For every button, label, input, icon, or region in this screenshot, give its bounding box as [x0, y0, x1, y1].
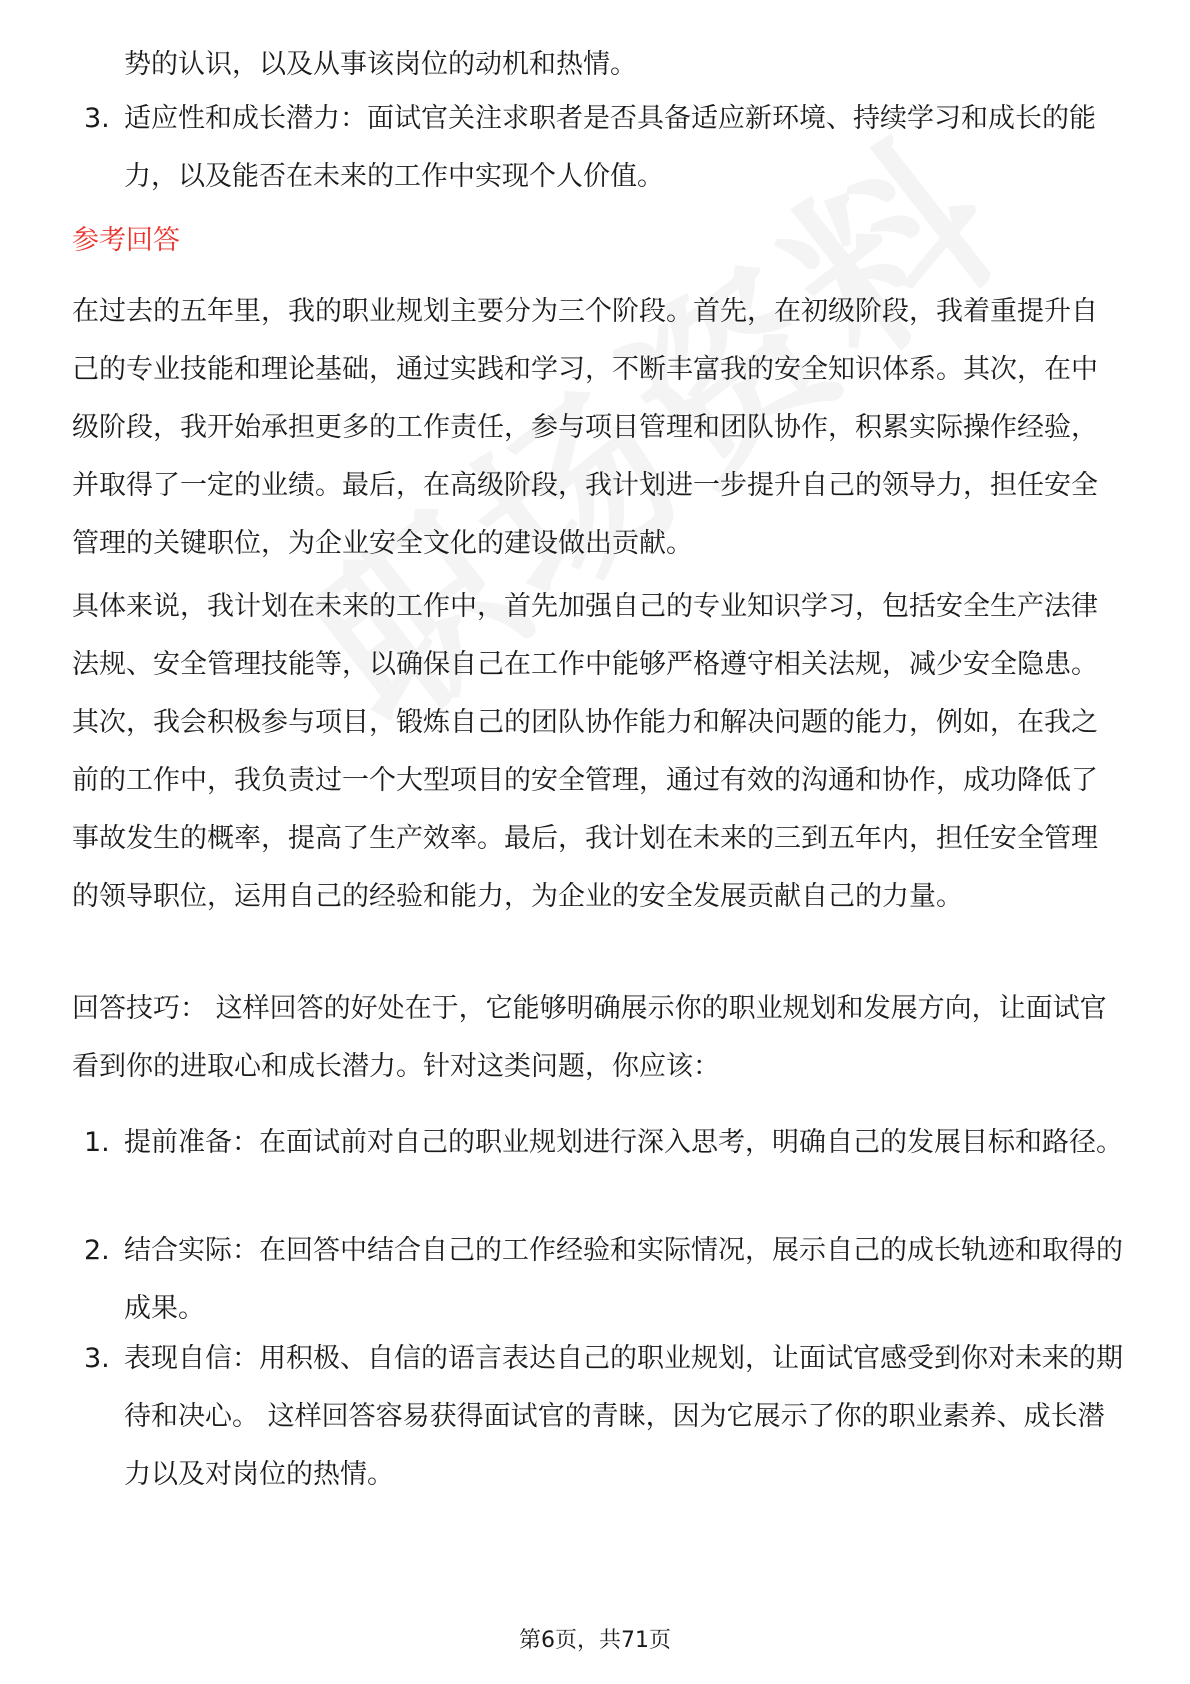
page-footer: 第6页，共71页 — [519, 1628, 671, 1653]
answer-paragraph-1: 在过去的五年里，我的职业规划主要分为三个阶段。首先，在初级阶段，我着重提升自己的专业技能和理论基础，通过实践和学习，不断丰富我的安全知识体系。其次，在中级阶段，我开始承担更多的工作责任，参与项目管理和团队协作，积累实际操作经验，并取得了一定的业绩。最后，在高级阶段，我计划进一步提升自己的领导力，担任安全管理的关键职位，为企业安全文化的建设做出贡献。 — [72, 296, 1098, 559]
list-text: 适应性和成长潜力：面试官关注求职者是否具备适应新环境、持续学习和成长的能力，以及能否在未来的工作中实现个人价值。 — [124, 103, 1096, 192]
list-number: 1. — [84, 1127, 110, 1158]
tips-intro-paragraph: 回答技巧： 这样回答的好处在于，它能够明确展示你的职业规划和发展方向，让面试官看到你的进取心和成长潜力。针对这类问题，你应该： — [72, 993, 1107, 1082]
list-number: 3. — [84, 103, 110, 134]
list-text: 结合实际：在回答中结合自己的工作经验和实际情况，展示自己的成长轨迹和取得的成果。 — [124, 1235, 1123, 1324]
list-text: 提前准备：在面试前对自己的职业规划进行深入思考，明确自己的发展目标和路径。 — [124, 1127, 1123, 1158]
continuation-line: 势的认识，以及从事该岗位的动机和热情。 — [124, 49, 637, 80]
list-number: 3. — [84, 1343, 110, 1374]
list-text: 表现自信：用积极、自信的语言表达自己的职业规划，让面试官感受到你对未来的期待和决心。 这样回答容易获得面试官的青睐，因为它展示了你的职业素养、成长潜力以及对岗位的热情。 — [124, 1343, 1123, 1490]
section-heading: 参考回答 — [72, 225, 180, 256]
answer-paragraph-2: 具体来说，我计划在未来的工作中，首先加强自己的专业知识学习，包括安全生产法律法规、安全管理技能等，以确保自己在工作中能够严格遵守相关法规，减少安全隐患。其次，我会积极参与项目，锻炼自己的团队协作能力和解决问题的能力，例如，在我之前的工作中，我负责过一个大型项目的安全管理，通过有效的沟通和协作，成功降低了事故发生的概率，提高了生产效率。最后，我计划在未来的三到五年内，担任安全管理的领导职位，运用自己的经验和能力，为企业的安全发展贡献自己的力量。 — [72, 591, 1098, 912]
list-number: 2. — [84, 1235, 110, 1266]
